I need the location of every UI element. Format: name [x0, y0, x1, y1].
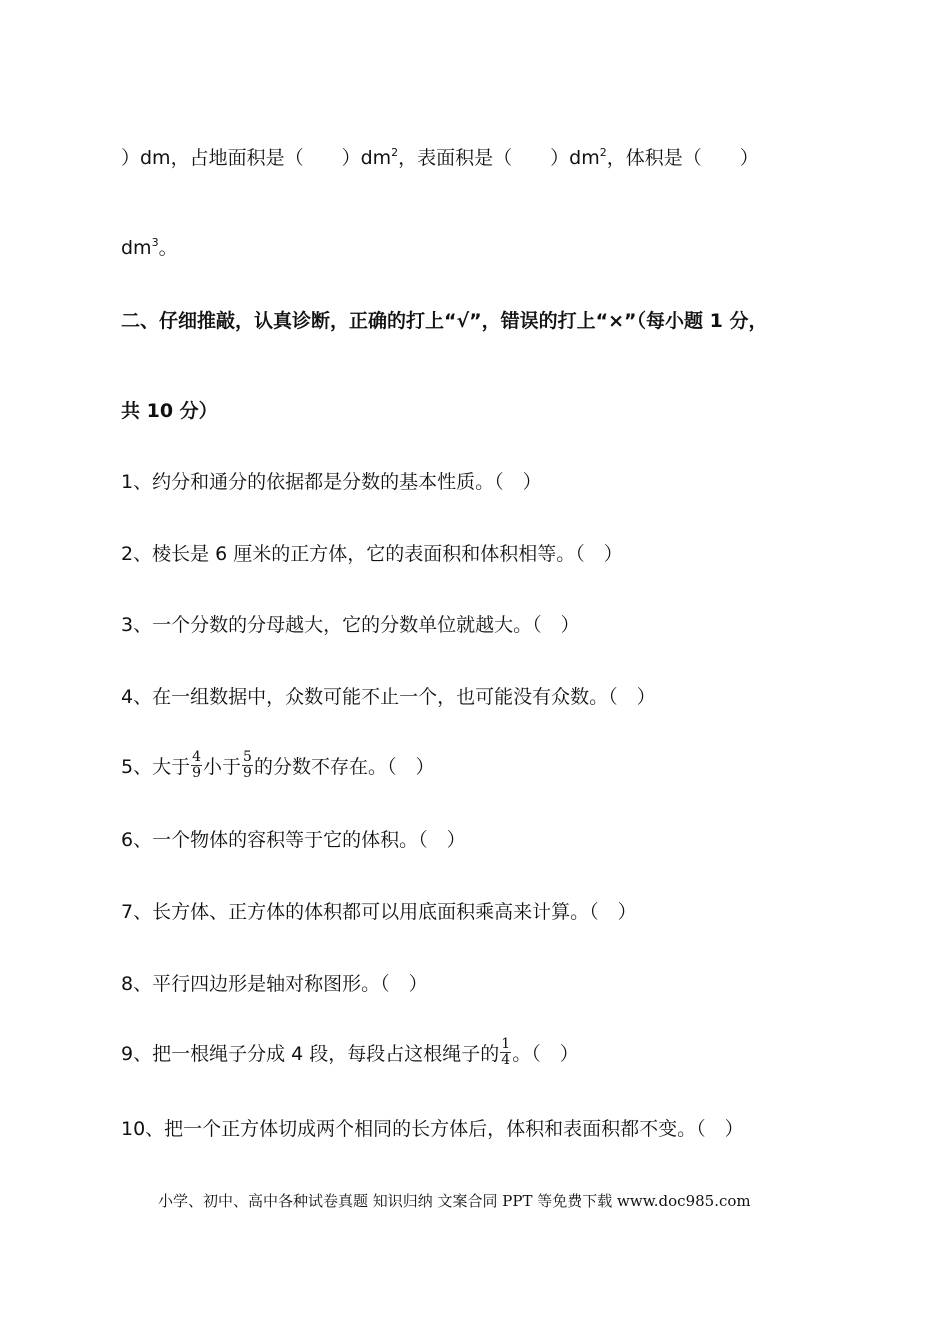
- footer-text: 小学、初中、高中各种试卷真题 知识归纳 文案合同 PPT 等免费下载 www.doc985.com: [158, 1192, 751, 1210]
- fill-blank-line-1: [121, 145, 759, 171]
- superscript: 2: [391, 145, 399, 159]
- text-segment: ，表面积是（ ）dm: [398, 147, 600, 169]
- question-8: 8、平行四边形是轴对称图形。（ ）: [121, 973, 428, 995]
- fraction-numerator: 4: [192, 749, 202, 765]
- text-segment: 的分数不存在。（ ）: [253, 756, 435, 778]
- question-9: [121, 1036, 579, 1070]
- section-heading-cont: 共 10 分）: [121, 400, 218, 422]
- fraction-five-ninths: [242, 750, 253, 781]
- question-2: 2、棱长是 6 厘米的正方体，它的表面积和体积相等。（ ）: [121, 543, 623, 565]
- question-10: 10、把一个正方体切成两个相同的长方体后，体积和表面积都不变。（ ）: [121, 1118, 744, 1140]
- text-segment: 。: [158, 237, 178, 259]
- superscript: 2: [599, 145, 607, 159]
- superscript: 3: [151, 235, 159, 249]
- fraction-denominator: 9: [192, 765, 202, 781]
- text-segment: dm: [121, 237, 152, 259]
- fraction-numerator: 5: [243, 749, 252, 765]
- fraction-numerator: 1: [501, 1036, 511, 1052]
- fraction-denominator: 4: [501, 1052, 511, 1068]
- text-segment: 小于: [203, 756, 242, 778]
- fraction-one-quarter: [500, 1037, 511, 1068]
- question-7: 7、长方体、正方体的体积都可以用底面积乘高来计算。（ ）: [121, 901, 637, 923]
- text-segment: 。（ ）: [512, 1043, 579, 1065]
- question-1: 1、约分和通分的依据都是分数的基本性质。（ ）: [121, 471, 542, 493]
- text-segment: 9、把一根绳子分成 4 段，每段占这根绳子的: [121, 1043, 500, 1065]
- fill-blank-line-2: [121, 235, 178, 261]
- fraction-four-ninths: [191, 750, 202, 781]
- text-segment: ）dm，占地面积是（ ）dm: [121, 147, 392, 169]
- question-6: 6、一个物体的容积等于它的体积。（ ）: [121, 829, 466, 851]
- question-5: [121, 749, 435, 783]
- text-segment: ，体积是（ ）: [606, 147, 759, 169]
- question-4: 4、在一组数据中，众数可能不止一个，也可能没有众数。（ ）: [121, 686, 656, 708]
- text-segment: 5、大于: [121, 756, 191, 778]
- fraction-denominator: 9: [243, 765, 252, 781]
- question-3: 3、一个分数的分母越大，它的分数单位就越大。（ ）: [121, 614, 580, 636]
- section-heading: 二、仔细推敲，认真诊断，正确的打上“√”，错误的打上“×”（每小题 1 分，: [121, 310, 768, 332]
